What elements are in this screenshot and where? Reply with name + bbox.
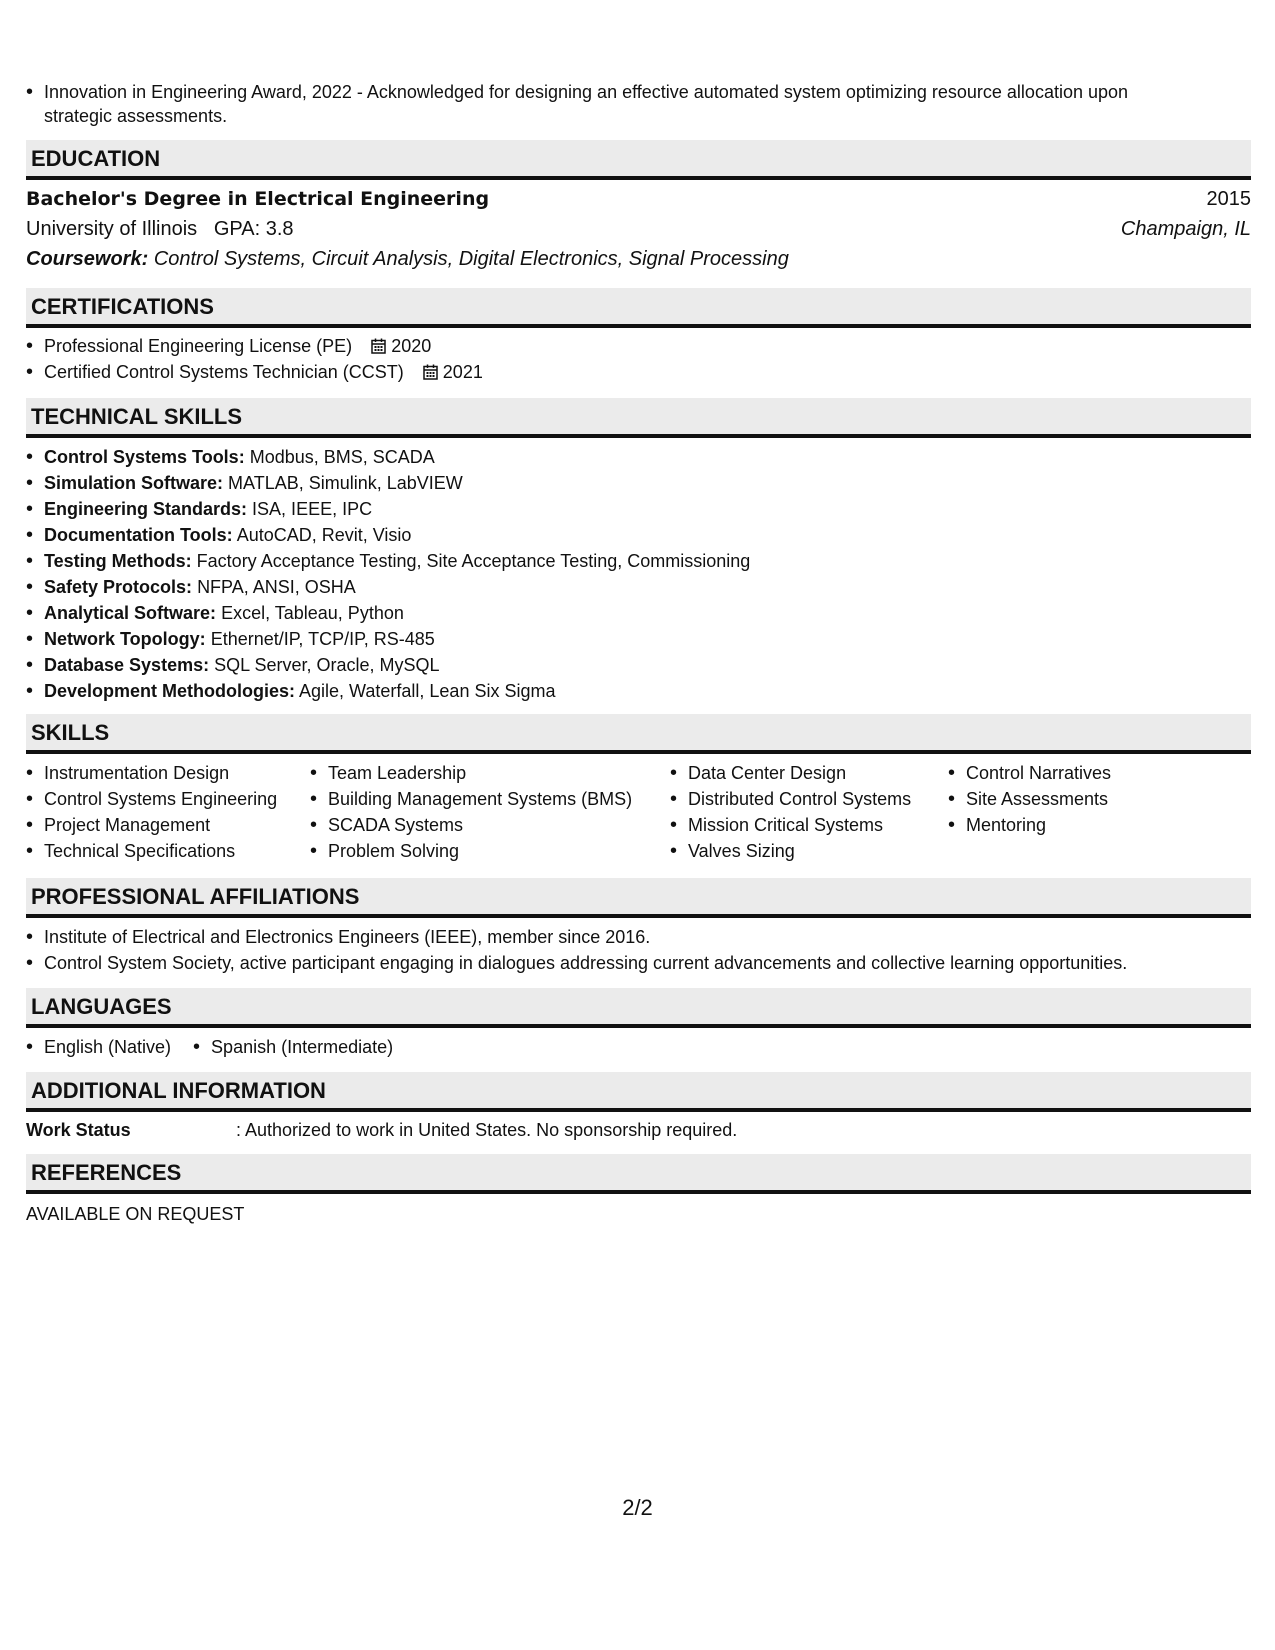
technical-skill-item [26, 652, 1251, 678]
graduation-year: 2015 [1206, 188, 1251, 210]
certification-year: 2021 [442, 362, 483, 382]
skill-values: MATLAB, Simulink, LabVIEW [228, 473, 463, 493]
skill-values: Ethernet/IP, TCP/IP, RS-485 [210, 629, 435, 649]
skill-category: Database Systems: [44, 655, 210, 675]
skill-values: SQL Server, Oracle, MySQL [214, 655, 440, 675]
skill-category: Testing Methods: [44, 551, 192, 571]
calendar-icon [371, 338, 386, 354]
references-section [26, 1154, 1251, 1226]
skill-item: • Mission Critical Systems [670, 812, 948, 838]
skill-item: • Instrumentation Design [26, 760, 310, 786]
skill-category: Control Systems Tools: [44, 447, 245, 467]
award-line-2: strategic assessments. [44, 106, 228, 126]
award-list [26, 80, 1251, 128]
skill-category: Simulation Software: [44, 473, 224, 493]
certification-item [26, 334, 1251, 358]
section-heading: TECHNICAL SKILLS [26, 398, 1251, 438]
award-item [26, 80, 1251, 128]
technical-skill-item [26, 470, 1251, 496]
technical-skill-item [26, 522, 1251, 548]
additional-info-section [26, 1072, 1251, 1142]
work-status-value: : Authorized to work in United States. No sponsorship required. [236, 1120, 738, 1140]
affiliations-list [26, 924, 1251, 976]
skills-column [948, 760, 1248, 864]
references-text: AVAILABLE ON REQUEST [26, 1204, 245, 1224]
skill-item: • Building Management Systems (BMS) [310, 786, 670, 812]
skills-section [26, 714, 1251, 864]
certification-item [26, 360, 1251, 384]
certification-year: 2020 [391, 336, 432, 356]
skill-category: Analytical Software: [44, 603, 217, 623]
skill-category: Documentation Tools: [44, 525, 233, 545]
skill-values: ISA, IEEE, IPC [252, 499, 373, 519]
gpa: GPA: 3.8 [213, 218, 294, 240]
education-section [26, 140, 1251, 274]
skill-category: Development Methodologies: [44, 681, 296, 701]
skill-item: • Control Narratives [948, 760, 1248, 786]
skill-item: • Valves Sizing [670, 838, 948, 864]
skills-column [26, 760, 310, 864]
technical-skill-item [26, 626, 1251, 652]
skill-category: Engineering Standards: [44, 499, 248, 519]
skill-values: Agile, Waterfall, Lean Six Sigma [299, 681, 556, 701]
section-heading: REFERENCES [26, 1154, 1251, 1194]
skill-category: Safety Protocols: [44, 577, 193, 597]
skill-values: Factory Acceptance Testing, Site Acceptance Testing, Commissioning [196, 551, 751, 571]
degree-title: Bachelor's Degree in Electrical Engineering [26, 188, 490, 210]
skill-values: NFPA, ANSI, OSHA [197, 577, 356, 597]
section-heading: ADDITIONAL INFORMATION [26, 1072, 1251, 1112]
section-heading: CERTIFICATIONS [26, 288, 1251, 328]
technical-skill-item [26, 574, 1251, 600]
certification-name: Professional Engineering License (PE) [44, 336, 353, 356]
skill-item: • SCADA Systems [310, 812, 670, 838]
skill-values: AutoCAD, Revit, Visio [236, 525, 412, 545]
skill-item: • Problem Solving [310, 838, 670, 864]
school-location: Champaign, IL [1120, 218, 1251, 240]
technical-skill-item [26, 444, 1251, 470]
skills-grid [26, 760, 1251, 864]
skill-item: • Control Systems Engineering [26, 786, 310, 812]
work-status-row [26, 1118, 1251, 1142]
skill-item: • Distributed Control Systems [670, 786, 948, 812]
skill-values: Modbus, BMS, SCADA [249, 447, 435, 467]
technical-skill-item [26, 600, 1251, 626]
technical-skills-list [26, 444, 1251, 704]
school-name: University of Illinois [26, 218, 198, 240]
certification-name: Certified Control Systems Technician (CCST) [44, 362, 404, 382]
affiliations-section [26, 878, 1251, 976]
skill-item: • Data Center Design [670, 760, 948, 786]
work-status-label: Work Status [26, 1120, 131, 1140]
languages-section [26, 988, 1251, 1060]
section-heading: PROFESSIONAL AFFILIATIONS [26, 878, 1251, 918]
skills-column [310, 760, 670, 864]
skill-item: • Site Assessments [948, 786, 1248, 812]
skill-item: • Project Management [26, 812, 310, 838]
languages-list [26, 1034, 1251, 1060]
award-line-1: Innovation in Engineering Award, 2022 - Acknowledged for designing an effective automated system optimizing resource allocation upon [44, 82, 1129, 102]
coursework-label: Coursework: [26, 248, 149, 270]
coursework-list: Control Systems, Circuit Analysis, Digital Electronics, Signal Processing [153, 248, 789, 270]
skill-values: Excel, Tableau, Python [221, 603, 404, 623]
section-heading: EDUCATION [26, 140, 1251, 180]
affiliation-item: • Control System Society, active participant engaging in dialogues addressing current advancements and collective learning opportunities. [26, 950, 1251, 976]
technical-skill-item [26, 548, 1251, 574]
skill-category: Network Topology: [44, 629, 206, 649]
skill-item: • Team Leadership [310, 760, 670, 786]
certifications-section [26, 288, 1251, 384]
calendar-icon [423, 364, 438, 380]
language-item: • Spanish (Intermediate) [193, 1034, 393, 1060]
technical-skill-item [26, 496, 1251, 522]
technical-skill-item [26, 678, 1251, 704]
section-heading: LANGUAGES [26, 988, 1251, 1028]
section-heading: SKILLS [26, 714, 1251, 754]
page-number: 2/2 [622, 1495, 653, 1520]
affiliation-item: • Institute of Electrical and Electronics Engineers (IEEE), member since 2016. [26, 924, 1251, 950]
certifications-list [26, 334, 1251, 384]
technical-skills-section [26, 398, 1251, 704]
language-item: • English (Native) [26, 1034, 171, 1060]
skill-item: • Mentoring [948, 812, 1248, 838]
skills-column [670, 760, 948, 864]
skill-item: • Technical Specifications [26, 838, 310, 864]
